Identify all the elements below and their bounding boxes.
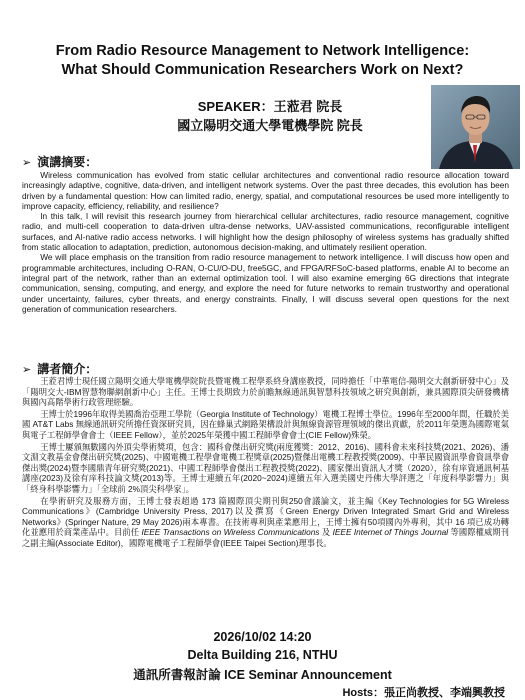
event-venue: Delta Building 216, NTHU bbox=[187, 648, 338, 662]
bio-body bbox=[22, 376, 509, 550]
bio-heading-label: 講者簡介： bbox=[37, 362, 98, 376]
arrow-bullet-icon: ➢ bbox=[22, 157, 32, 169]
speaker-affiliation: 國立陽明交通大學電機學院 院長 bbox=[177, 118, 363, 133]
bio-heading bbox=[22, 362, 97, 377]
bio-paragraph-3: 王博士屢頒無數國內外頂尖學術獎項，包含：國科會傑出研究獎(兩度獲獎：2012、2016)、國科會未來科技獎(2021、2026)、潘文淵文教基金會傑出研究獎(2025)、中國電機工程學會電機工程獎章(2025)暨傑出電機工程教授獎(2009)、中華民國資訊學會資訊學會傑出獎(2024)暨李國鼎青年研究獎(2021)、中國工程師學會傑出工程教授獎(2022)、國家傑出資訊人才獎（2020），徐有庠資通訊柯基講座(2023)及徐有庠科技論文獎(2013)等。王博士連續五年(2020~2024)連續五年入選美國史丹佛大學評選之「年度科學影響力」與「終身科學影響力」「全球前 2%頂尖科學家」。 bbox=[22, 441, 509, 494]
abstract-paragraph-1: Wireless communication has evolved from static cellular architectures and conventional radio resource allocation toward increasingly adaptive, cognitive, data-driven, and intelligent network systems. Over the past three decades, this evolution has been driven by a fundamental question: How can limited radio, energy, spatial, and computational resources be used more intelligently to improve capacity, efficiency, reliability, and resilience? bbox=[22, 170, 509, 211]
bio-paragraph-4 bbox=[22, 496, 509, 549]
hosts-line: Hosts：張正尚教授、李端興教授 bbox=[342, 687, 505, 699]
abstract-body bbox=[22, 170, 509, 314]
abstract-heading bbox=[22, 155, 97, 170]
event-seminar: 通訊所書報討論 ICE Seminar Announcement bbox=[133, 668, 392, 682]
bio-paragraph-4-part-c: 等國際權威期刊之副主編(Associate Editor)，國際電機電子工程師學會(IEEE Taipei Section)理事長。 bbox=[22, 527, 509, 548]
bio-paragraph-4-part-b: 及 bbox=[319, 527, 333, 538]
speaker-name: SPEAKER：王蒞君 院長 bbox=[197, 99, 343, 114]
abstract-paragraph-3: We will place emphasis on the transition from radio resource management to network intelligence. I will discuss how open and programmable architectures, including O-RAN, O-CU/O-DU, free5GC, and FPGA/RFSoC-based platforms, enable AI to become an integral part of the network, rather than an external optimization tool. I will also examine emerging 6G directions that integrate communication, sensing, computing, and energy, and explore the need for future networks to remain trustworthy and operational under uncertainty, failures, cyber threats, and energy constraints. Finally, I will discuss several open questions for the next generation of communication researchers. bbox=[22, 252, 509, 314]
arrow-bullet-icon: ➢ bbox=[22, 364, 32, 376]
speaker-photo bbox=[431, 85, 520, 169]
event-datetime: 2026/10/02 14:20 bbox=[213, 630, 312, 644]
talk-title-line1: From Radio Resource Management to Network Intelligence: bbox=[55, 43, 470, 59]
abstract-heading-label: 演講摘要： bbox=[37, 155, 98, 169]
bio-paragraph-1: 王蒞君博士現任國立陽明交通大學電機學院院長暨電機工程學系終身講座教授，同時擔任「中華電信-陽明交大創新研發中心」及「陽明交大-IBM智慧物聯網創新中心」主任。王博士長期致力於前瞻無線通訊與智慧科技領域之研究與創新，兼具國際頂尖研發機構與國內高階學術行政管理經驗。 bbox=[22, 376, 509, 408]
talk-title bbox=[14, 42, 511, 80]
abstract-paragraph-2: In this talk, I will revisit this research journey from hierarchical cellular architectures, radio resource management, cognitive radio, and multi-cell cooperation to data-driven ultra-dense networks, UAV-assisted communications, reconfigurable intelligent surfaces, and AI-native radio access networks. I will highlight how the design philosophy of wireless systems has gradually shifted from static allocation to adaptation, prediction, autonomous decision-making, and ultimately resilient operation. bbox=[22, 211, 509, 253]
journal-name-twc: IEEE Transactions on Wireless Communications bbox=[141, 527, 320, 538]
bio-paragraph-4-part-a: 在學術研究及服務方面，王博士發表超過 173 篇國際頂尖期刊與250會議論文，並主編《Key Technologies for 5G Wireless Communications》(Cambridge University Press, 2017)以及撰寫《Green Energy Driven Integrated Smart Grid and Wireless Networks》(Springer Nature, 29 May 2026)兩本專書。在技術專利與產業應用上，王博士擁有50項國內外專利，其中 16 項已成功轉化並應用於商業產品中。目前任 bbox=[22, 495, 509, 538]
speaker-portrait-image bbox=[431, 85, 520, 169]
speaker-block bbox=[150, 97, 390, 135]
talk-title-line2: What Should Communication Researchers Work on Next? bbox=[61, 62, 464, 78]
bio-paragraph-2: 王博士於1996年取得美國喬治亞理工學院（Georgia Institute of Technology）電機工程博士學位。1996年至2000年間，任職於美國 AT&T Labs 無線通訊研究所擔任資深研究員，因在蜂巢式網路架構設計與無線資源管理領域的傑出貢獻，於2011年榮選為國際電氣與電子工程師學會會士（IEEE Fellow），並於2025年榮獲中國工程師學會會士(CIE Fellow)殊榮。 bbox=[22, 408, 509, 440]
journal-name-iot: IEEE Internet of Things Journal bbox=[332, 527, 449, 538]
